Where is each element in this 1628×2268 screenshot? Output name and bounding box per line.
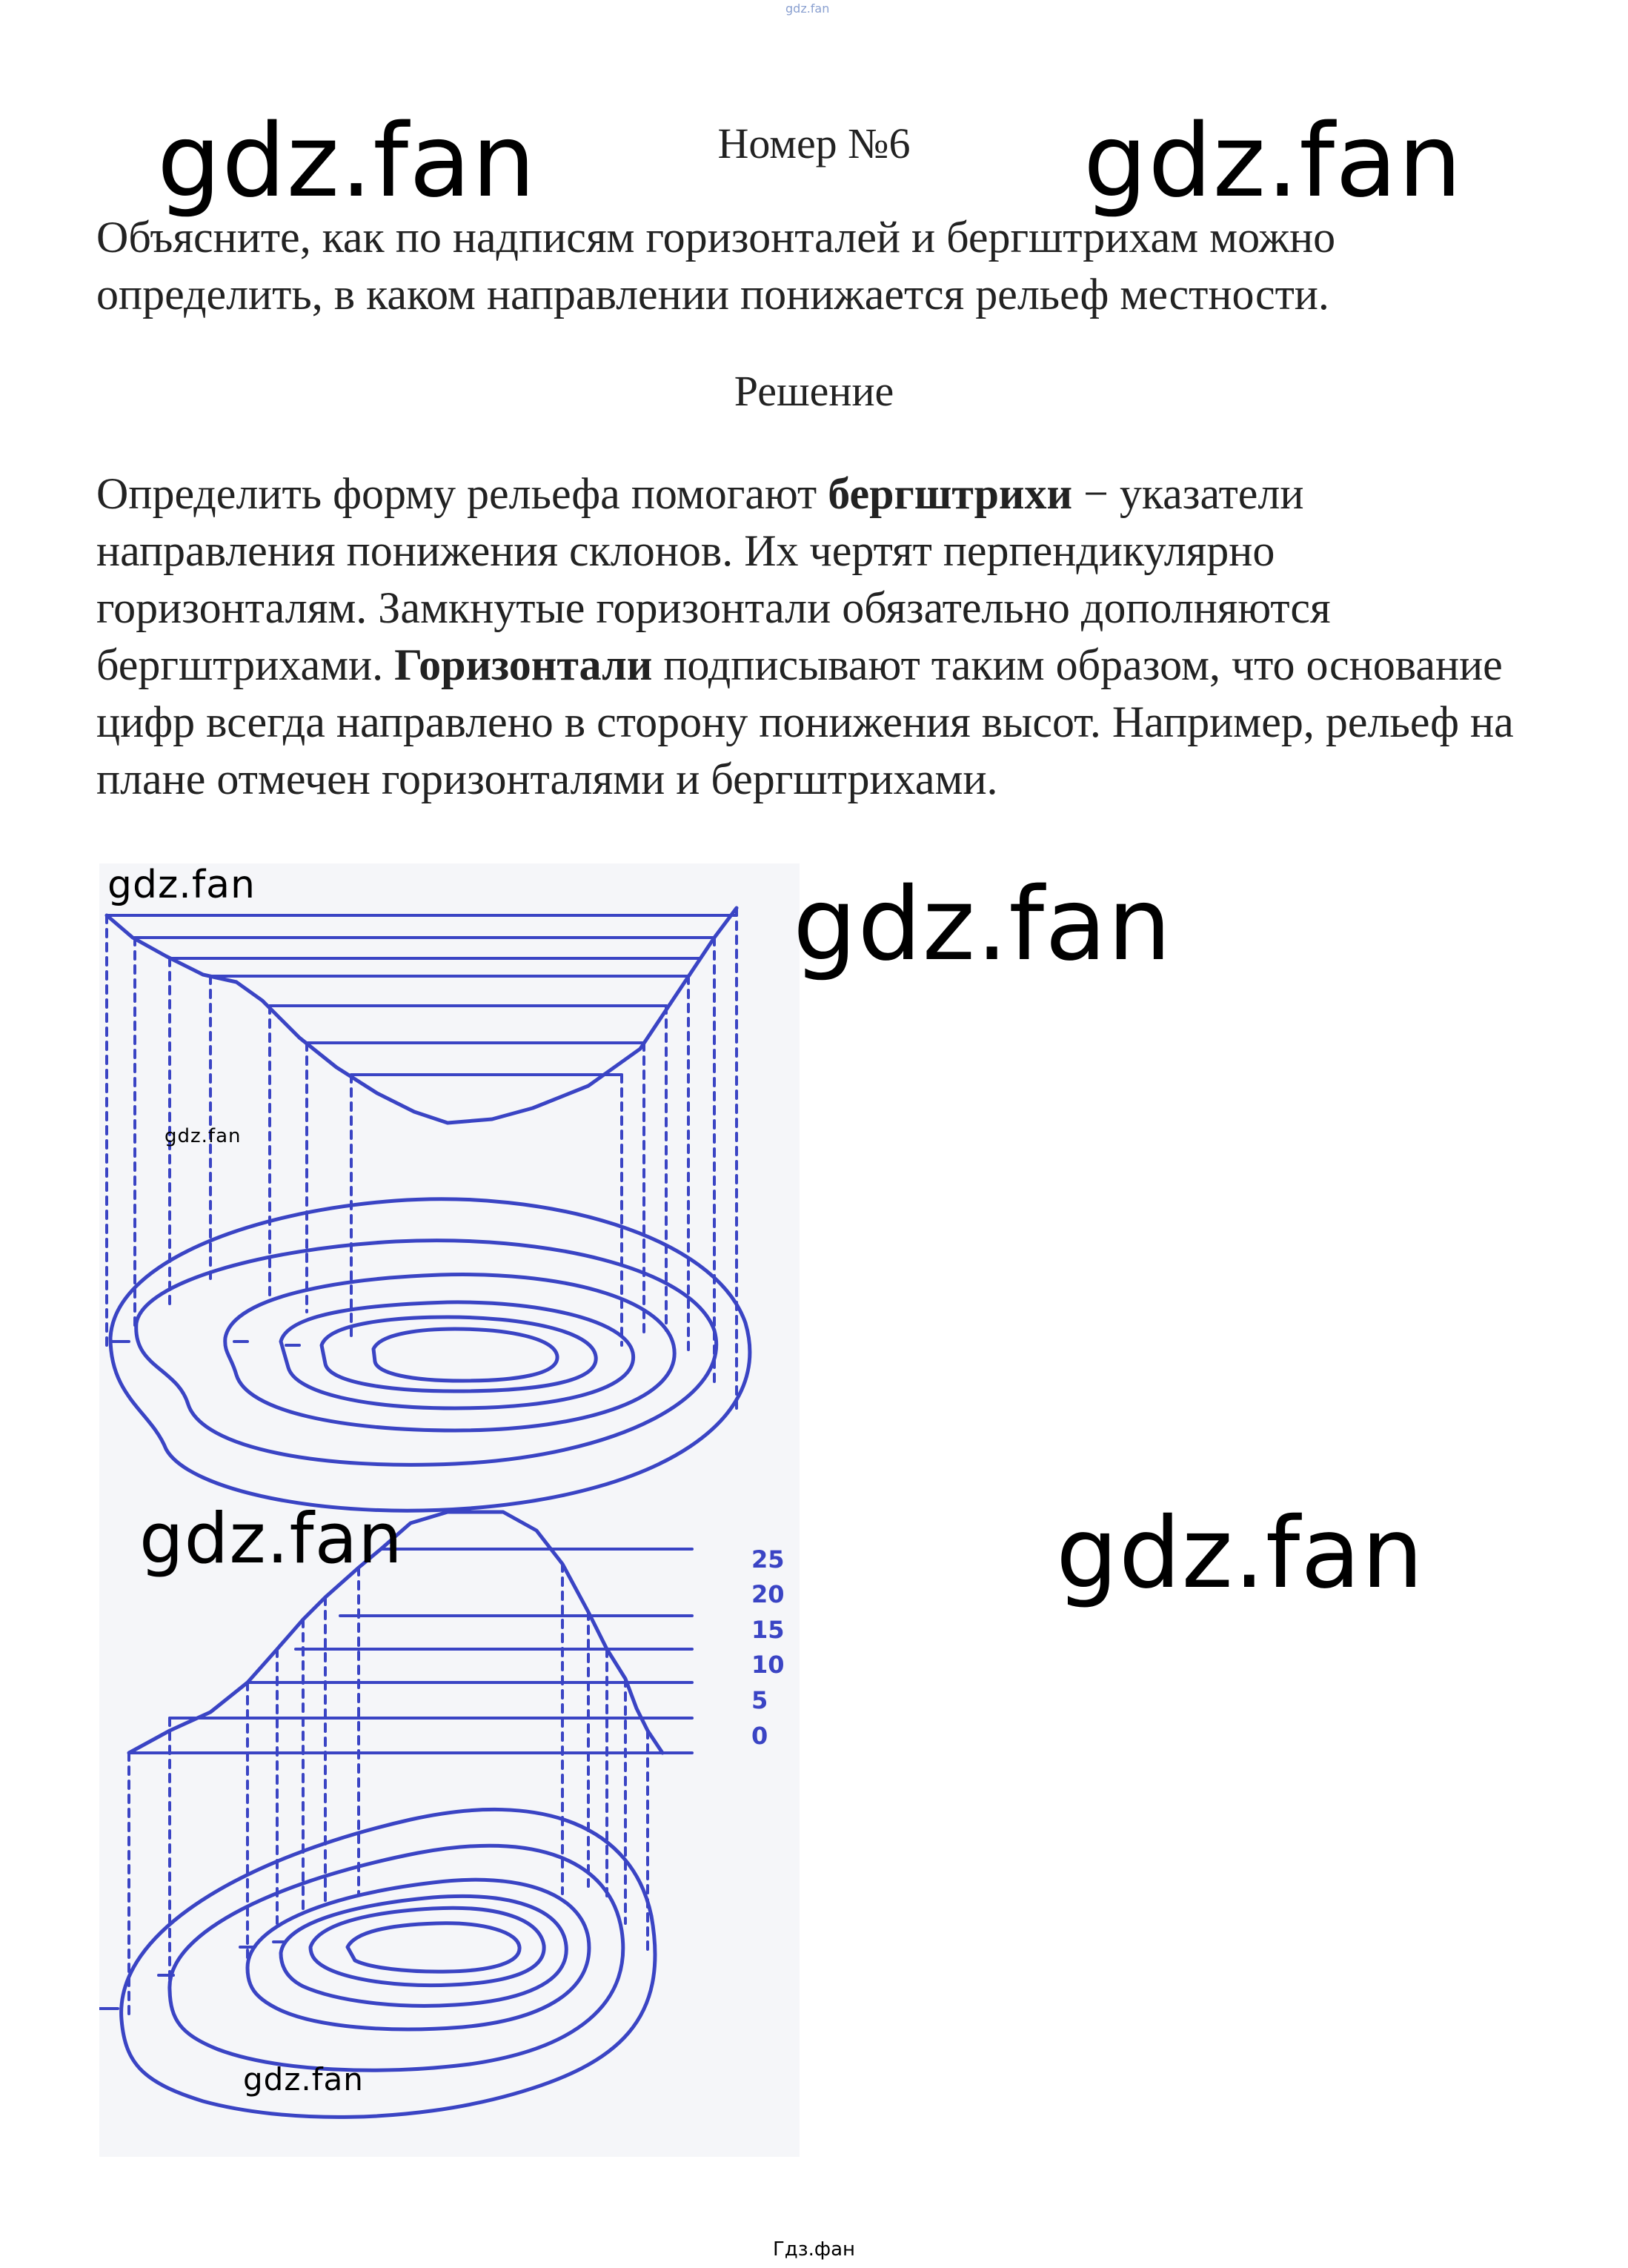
task-title: Номер №6 — [717, 119, 911, 168]
watermark: gdz.fan — [1083, 103, 1463, 220]
depression-contours — [110, 1199, 750, 1511]
watermark: gdz.fan — [107, 863, 256, 907]
elevation-label-20: 20 — [751, 1580, 785, 1608]
elevation-label-10: 10 — [751, 1651, 785, 1679]
answer-text — [96, 465, 1549, 808]
elevation-label-15: 15 — [751, 1616, 785, 1644]
question-text: Объясните, как по надписям горизонталей и бергштрихам можно определить, в каком направлении понижается рельеф местности. — [96, 213, 1336, 319]
depression-profile — [107, 908, 737, 1123]
depression-horizontals — [107, 915, 737, 1075]
watermark: gdz.fan — [243, 2061, 364, 2098]
elevation-label-0: 0 — [751, 1722, 768, 1750]
hill-contours — [122, 1809, 655, 2117]
term-gorizontali: Горизонтали — [394, 640, 653, 689]
hill-bergstrokes — [99, 1942, 285, 2009]
answer-part-3: подписывают таким образом, что основание цифр всегда направлено в сторону понижения высот. Например, рельеф на плане отмечен горизонталями и бергштрихами. — [96, 640, 1514, 803]
footer-watermark: Гдз.фан — [772, 2238, 856, 2261]
elevation-label-5: 5 — [751, 1686, 768, 1714]
watermark: gdz.fan — [793, 866, 1172, 984]
watermark: gdz.fan — [139, 1499, 403, 1579]
watermark: gdz.fan — [1056, 1496, 1424, 1611]
watermark: gdz.fan — [165, 1125, 242, 1147]
solution-heading: Решение — [734, 367, 894, 415]
top-watermark-small: gdz.fan — [785, 1, 830, 16]
upper-dashed-projections — [107, 908, 737, 1412]
watermark: gdz.fan — [157, 103, 536, 220]
answer-part-2: − указатели направления понижения склонов. Их чертят перпендикулярно горизонталям. Замкнутые горизонтали обязательно дополняются бергштрихами. — [96, 469, 1331, 689]
elevation-label-25: 25 — [751, 1545, 785, 1574]
lower-dashed-projections — [129, 1564, 648, 2020]
answer-part-1: Определить форму рельефа помогают — [96, 469, 828, 518]
term-bergshtrikhi: бергштрихи — [828, 469, 1073, 518]
